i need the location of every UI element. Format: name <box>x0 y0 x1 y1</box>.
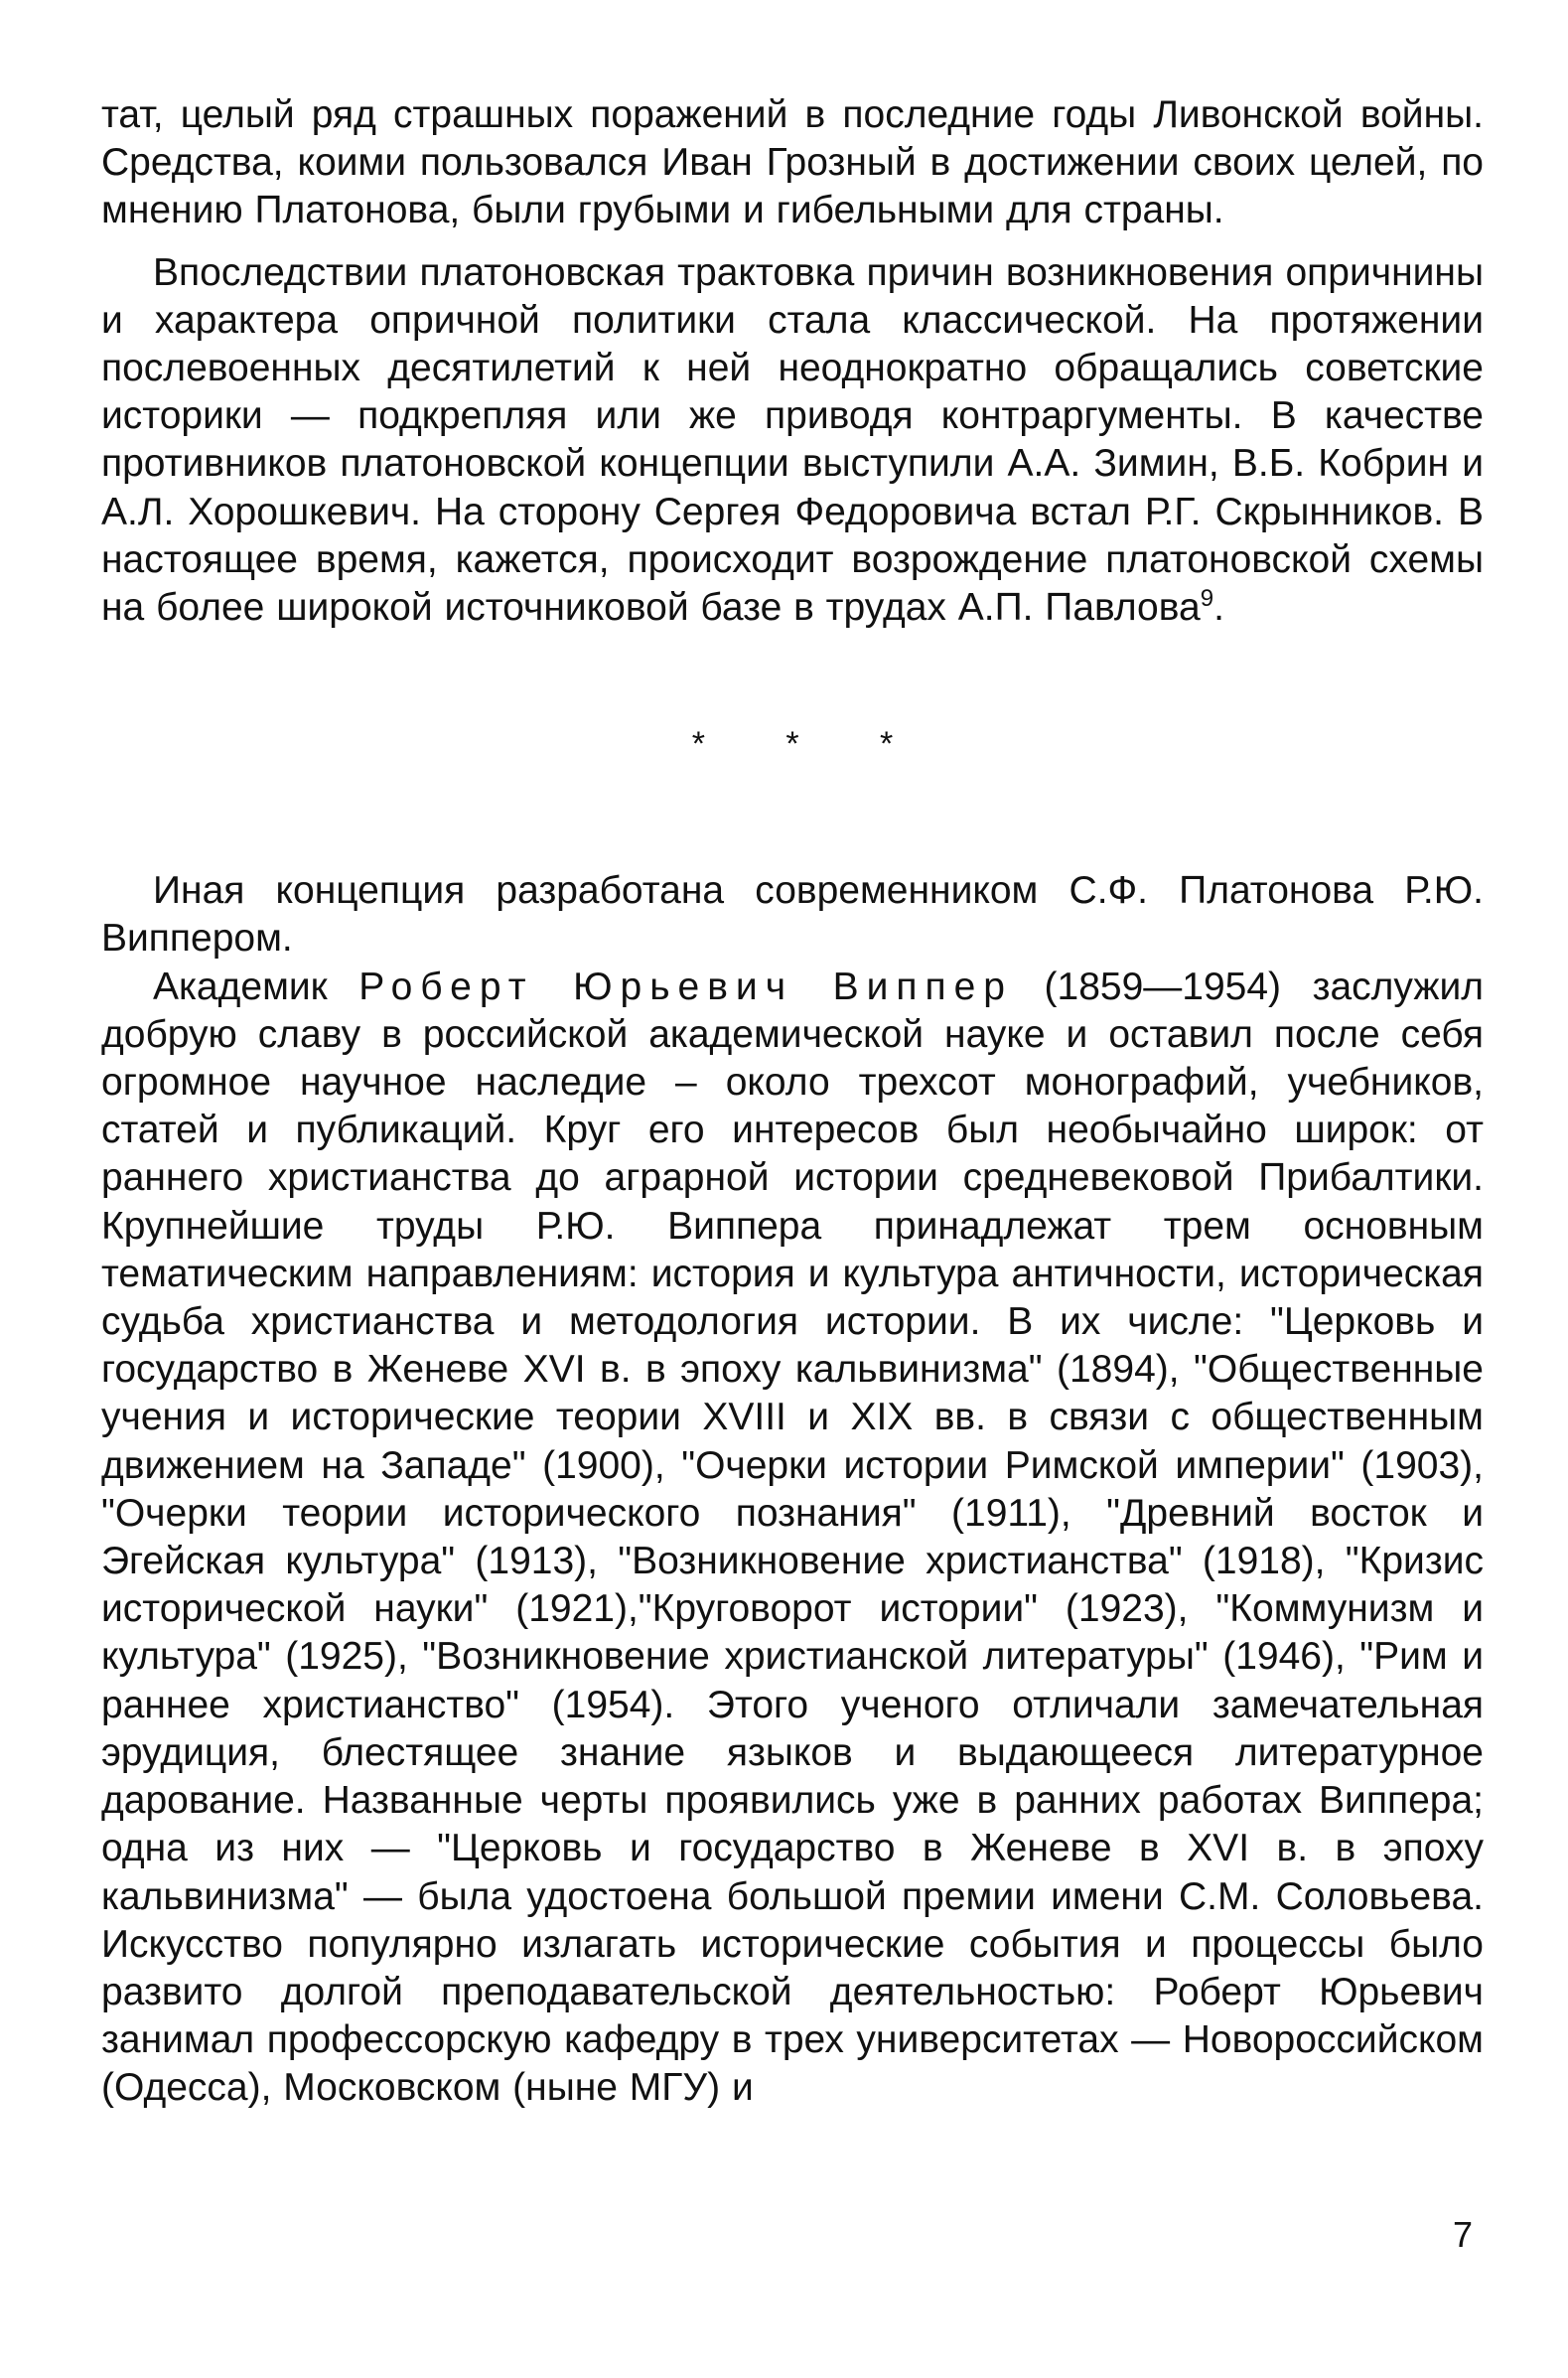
asterisk-separator: * * * <box>691 725 894 764</box>
paragraph-3: Иная концепция разработана современником С.Ф. Платонова Р.Ю. Виппером. <box>101 869 1484 961</box>
section-separator <box>101 632 1484 867</box>
person-name-spaced: Роберт Юрьевич Виппер <box>358 965 1013 1008</box>
paragraph-2 <box>101 249 1484 633</box>
paragraph-2-end: . <box>1213 586 1224 630</box>
paragraph-1: тат, целый ряд страшных поражений в последние годы Ливонской войны. Средства, коими пользовался Иван Грозный в достижении своих целей, по мнению Платонова, были грубыми и гибельными для страны. <box>101 93 1484 232</box>
page-number: 7 <box>1453 2214 1474 2255</box>
paragraph-4 <box>101 964 1484 2113</box>
footnote-marker: 9 <box>1200 585 1214 613</box>
paragraph-2-text: Впоследствии платоновская трактовка причин возникновения опричнины и характера опричной политики стала классической. На протяжении послевоенных десятилетий к ней неоднократно обращались советские историки — подкрепляя или же приводя контраргументы. В качестве противников платоновской концепции выступили А.А. Зимин, В.Б. Кобрин и А.Л. Хорошкевич. На сторону Сергея Федоровича встал Р.Г. Скрынников. В настоящее время, кажется, происходит возрождение платоновской схемы на более широкой источниковой базе в трудах А.П. Павлова <box>101 250 1484 630</box>
paragraph-4-start: Академик <box>153 965 359 1008</box>
page-body <box>101 91 1484 2113</box>
paragraph-4-text: (1859—1954) заслужил добрую славу в российской академической науке и оставил после себя огромное научное наследие – около трехсот монографий, учебников, статей и публикаций. Круг его интересов был необычайно широк: от раннего христианства до аграрной истории средневековой Прибалтики. Крупнейшие труды Р.Ю. Виппера принадлежат трем основным тематическим направлениям: история и культура античности, историческая судьба христианства и методология истории. В их числе: "Церковь и государство в Женеве XVI в. в эпоху кальвинизма" (1894), "Общественные учения и исторические теории XVIII и XIX вв. в связи с общественным движением на Западе" (1900), "Очерки истории Римской империи" (1903), "Очерки теории исторического познания" (1911), "Древний восток и Эгейская культура" (1913), "Возникновение христианства" (1918), "Кризис исторической науки" (1921),"Круговорот истории" (1923), "Коммунизм и культура" (1925), "Возникновение христианской литературы" (1946), "Рим и раннее христианство" (1954). Этого ученого отличали замечательная эрудиция, блестящее знание языков и выдающееся литературное дарование. Названные черты проявились уже в ранних работах Виппера; одна из них — "Церковь и государство в Женеве в XVI в. в эпоху кальвинизма" — была удостоена большой премии имени С.М. Соловьева. Искусство популярно излагать исторические события и процессы было развито долгой преподавательской деятельностью: Роберт Юрьевич занимал профессорскую кафедру в трех университетах — Новороссийском (Одесса), Московском (ныне МГУ) и <box>101 965 1484 2110</box>
